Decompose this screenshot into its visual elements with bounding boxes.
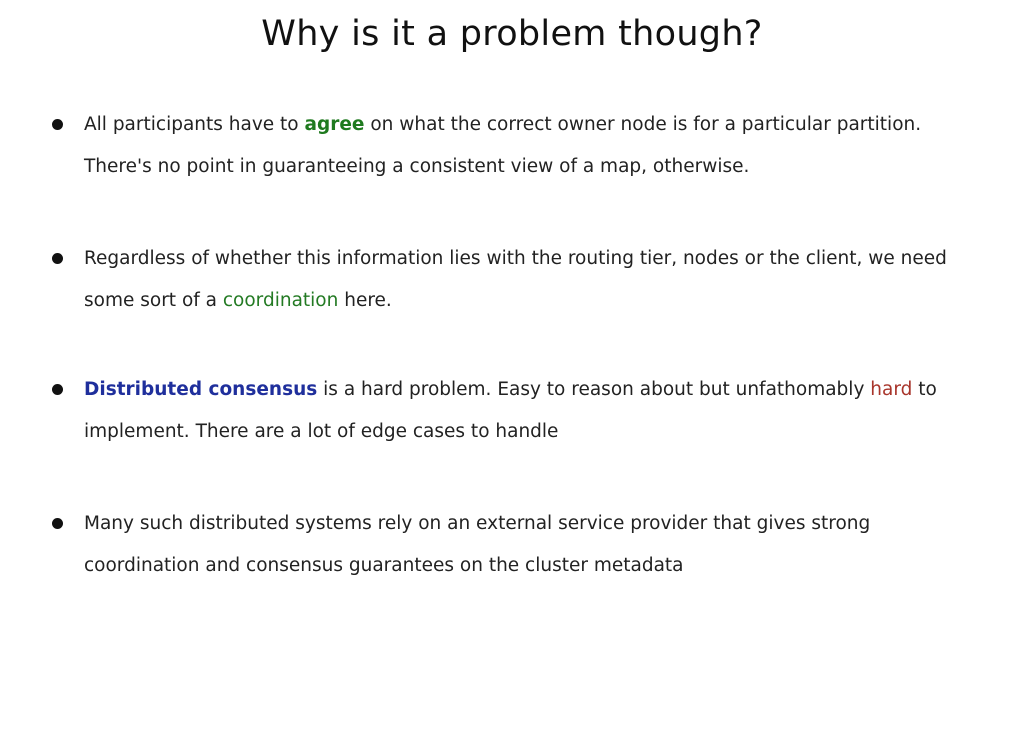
bullet-text: Many such distributed systems rely on an external service provider that gives strong coordination and consensus guarantees on the cluster metadata	[84, 513, 871, 576]
bullet-item-coordination	[84, 238, 964, 322]
bullet-text-post: here.	[338, 290, 392, 311]
bullet-dot-icon	[52, 518, 63, 529]
bullet-dot-icon	[52, 384, 63, 395]
bullet-item-agree	[84, 104, 964, 188]
bullet-item-consensus	[84, 369, 964, 453]
highlight-distributed-consensus: Distributed consensus	[84, 379, 318, 400]
bullet-text-post: to implement. There are a lot of edge cases to handle	[84, 379, 937, 442]
highlight-hard: hard	[870, 379, 913, 400]
bullet-item-external-provider	[84, 503, 964, 587]
highlight-agree: agree	[304, 114, 365, 135]
slide-title: Why is it a problem though?	[261, 14, 763, 54]
bullet-text-pre: Regardless of whether this information lies with the routing tier, nodes or the client, we need some sort of a	[84, 248, 947, 311]
bullet-text-pre: All participants have to	[84, 114, 305, 135]
bullet-dot-icon	[52, 119, 63, 130]
highlight-coordination: coordination	[222, 290, 339, 311]
bullet-text-post: on what the correct owner node is for a particular partition. There's no point in guaranteeing a consistent view of a map, otherwise.	[84, 114, 922, 177]
bullet-dot-icon	[52, 253, 63, 264]
bullet-text-mid: is a hard problem. Easy to reason about but unfathomably	[317, 379, 871, 400]
